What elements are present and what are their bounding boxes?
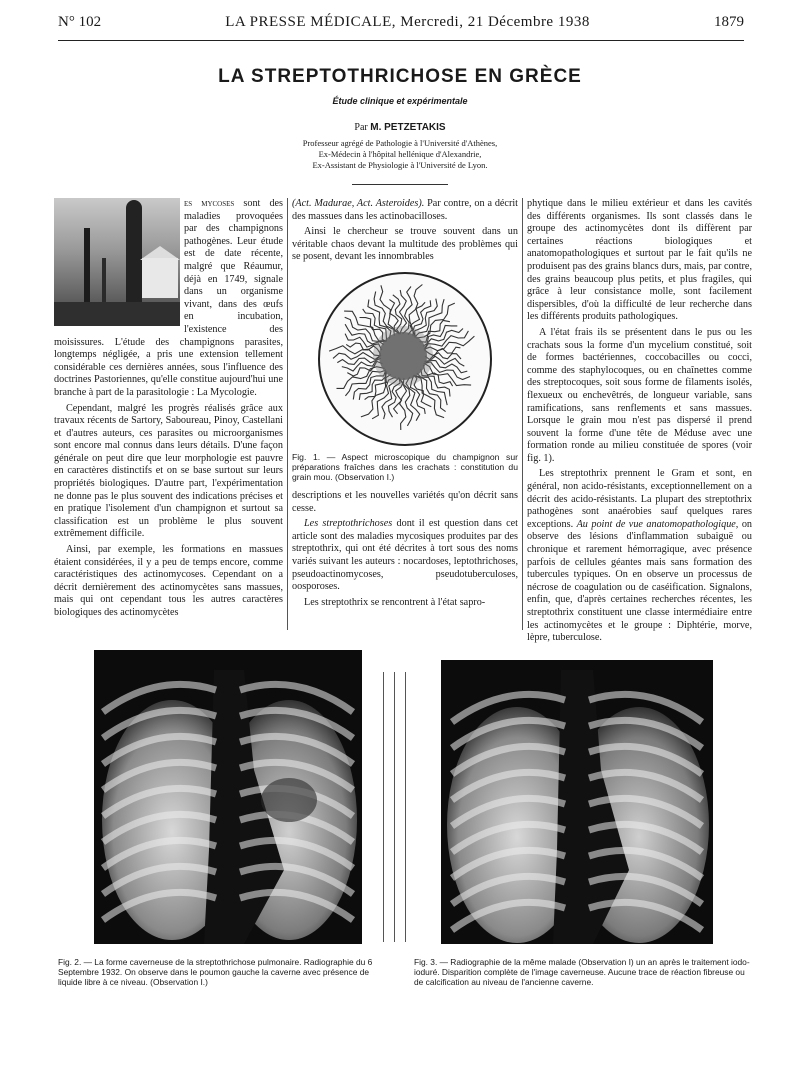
paragraph: Ainsi le chercheur se trouve souvent dans un véritable chaos devant la multitude des problèmes qui se posent, devant les innombrables: [292, 226, 518, 263]
figure-2-radiograph: [94, 650, 362, 944]
figure-1-caption: Fig. 1. — Aspect microscopique du champignon sur préparations fraîches dans les crachats : constitution du grain mou. (Observation I.): [292, 451, 518, 482]
paragraph: [292, 518, 518, 594]
column-1: [54, 198, 283, 623]
species-names: (Act. Madurae, Act. Asteroides).: [292, 198, 425, 209]
page-number: 1879: [713, 14, 744, 30]
paragraph: Ainsi, par exemple, les formations en massues étaient considérées, il y a peu de temps encore, comme caractéristiques des actinomycoses. Cependant on a décrit dernièrement des actinomycètes sans massues, mais qui ont cependant tous les autres caractères biologiques des actinomycètes: [54, 544, 283, 618]
figure-3-caption: Fig. 3. — Radiographie de la même malade (Observation I) un an après le traitement iodo-ioduré. Disparition complète de l'image caverneuse. Aucune trace de réaction fibreuse ou de calcification au niveau de l'ancienne caverne.: [414, 957, 750, 987]
column-2: [292, 198, 518, 612]
paragraph: [292, 198, 518, 223]
column-divider: [405, 672, 406, 942]
paragraph-text: Les streptothrix prennent le Gram et sont, en général, non acido-résistants, exceptionnellement on a décrit des acido-résistants. La plupart des streptothrix pathogènes sont anaérobies sauf quelques rares exceptions.: [527, 468, 752, 530]
paragraph-text: dont il est question dans cet article sont des maladies mycosiques produites par des streptothrix, qui ont été décrites à tort sous des noms variés suivant les auteurs : nocardoses, leptothrichoses, pseudoactinomycoses, pseudotuberculoses, oosporoses.: [292, 518, 519, 593]
figure-2-caption: Fig. 2. — La forme caverneuse de la streptothrichose pulmonaire. Radiographie du 6 Septembre 1932. On observe dans le poumon gauche la caverne avec présence de liquide libre à ce niveau. (Observation I.): [58, 957, 373, 987]
italic-term: Au point de vue anatomopathologique,: [576, 518, 739, 530]
paragraph-text: on observe des lésions d'inflammation subaiguë ou chronique et rarement hémorragique, avec présence parfois de cellules géantes mais sans formation des tubercules typiques. On en observe un processus de nécrose de coagulation ou de caséification. Signalons, enfin, que, d'après certaines recherches récentes, les streptothrix constituent une classe intermédiaire entre les actinomycètes et le groupe : Diphtérie, morve, lèpre, tuberculose.: [527, 518, 752, 644]
article-title: LA STREPTOTHRICHOSE EN GRÈCE: [218, 66, 582, 87]
affiliation-line: Professeur agrégé de Pathologie à l'Université d'Athènes,: [302, 138, 498, 148]
affiliation-line: Ex-Assistant de Physiologie à l'Université de Lyon.: [312, 160, 488, 170]
paragraph: Cependant, malgré les progrès réalisés grâce aux travaux récents de Sartory, Saboureau, Pinoy, Castellani et d'autres auteurs, ces parasites ou microorganismes sont encore mal connus dans leurs détails. D'une façon générale on peut dire que leur morphologie est pauvre en caractères distinctifs et on se base surtout sur leurs propriétés biologiques. D'autre part, l'expérimentation ne donne pas le plus souvent des indications précises et en pratique l'isolement d'un champignon et surtout sa classification est un problème le plus souvent extrêmement difficile.: [54, 402, 283, 540]
figure-1-micrograph: [307, 270, 503, 448]
journal-title: LA PRESSE MÉDICALE, Mercredi, 21 Décembre 1938: [225, 14, 590, 30]
paragraph: Les streptothrix se rencontrent à l'état sapro-: [304, 596, 486, 608]
issue-number: N° 102: [58, 14, 102, 30]
xray-image: [94, 650, 362, 944]
figure-3-radiograph: [441, 660, 713, 944]
column-3: [527, 198, 752, 648]
paragraph-text: sont des maladies provoquées par des champignons pathogènes. Leur étude est de date récente, malgré que Réaumur, déjà en 1749, signale dans un organisme vivant, dans des œufs en incubation, l'existence des moisissures. L'étude des champignons parasites, longtemps négligée, a pris une extension tellement considérable ces dernières années, sous l'influence des doctrines Pastoriennes, qu'elle constitue aujourd'hui une branche à part de la parasitologie : La Mycologie.: [54, 198, 284, 398]
byline-prefix: Par: [354, 122, 368, 133]
running-header: [58, 14, 744, 41]
paragraph-text: Par contre, on a décrit des massues dans les actinobacilloses.: [292, 198, 519, 222]
paragraph: A l'état frais ils se présentent dans le pus ou les crachats sous la forme d'un mycelium constitué, soit de formes bactériennes, coccobacilles ou cocci, comme des staphylocoques, ou en chaînettes comme des streptocoques, soit sous forme de filaments isolés, flexueux ou enchevêtrés, de longueur variable, sans ramifications, sans renflements et sans massues. Lorsque le grain mou n'est pas dispersé il prend souvent la forme d'une tête de Méduse avec une formation ronde au milieu constituée de spores (voir fig. 1).: [527, 326, 752, 464]
column-divider: [522, 198, 523, 630]
affiliation-line: Ex-Médecin à l'hôpital hellénique d'Alexandrie,: [318, 149, 482, 159]
italic-term: Les streptothrichoses: [304, 518, 393, 530]
author-affiliations: [0, 138, 800, 171]
paragraph: [527, 468, 752, 644]
column-divider: [287, 198, 288, 630]
column-divider: [394, 672, 395, 942]
paragraph: descriptions et les nouvelles variétés qu'on décrit sans cesse.: [292, 489, 518, 514]
xray-image: [441, 660, 713, 944]
dropcap-text: es mycoses: [184, 198, 235, 209]
byline: [0, 122, 800, 133]
photo-chapel-illustration: [54, 198, 180, 326]
paragraph: phytique dans le milieu extérieur et dans les cavités des différents organismes. Ils sont classés dans le groupe des actinomycètes dont ils diffèrent par certaines réactions biologiques et anatomopathologiques et surtout par le fait qu'ils ne produisent pas des grains blancs durs, mais, par contre, des grains beaucoup plus petits, et plus fragiles, qui grâce à leur consistance molle, sont facilement dispersibles, d'où la difficulté de leur recherche dans les différents produits pathologiques.: [527, 198, 752, 323]
title-rule: [352, 184, 448, 185]
column-divider: [383, 672, 384, 942]
author-name: M. PETZETAKIS: [370, 122, 446, 133]
article-subtitle: Étude clinique et expérimentale: [332, 96, 468, 106]
